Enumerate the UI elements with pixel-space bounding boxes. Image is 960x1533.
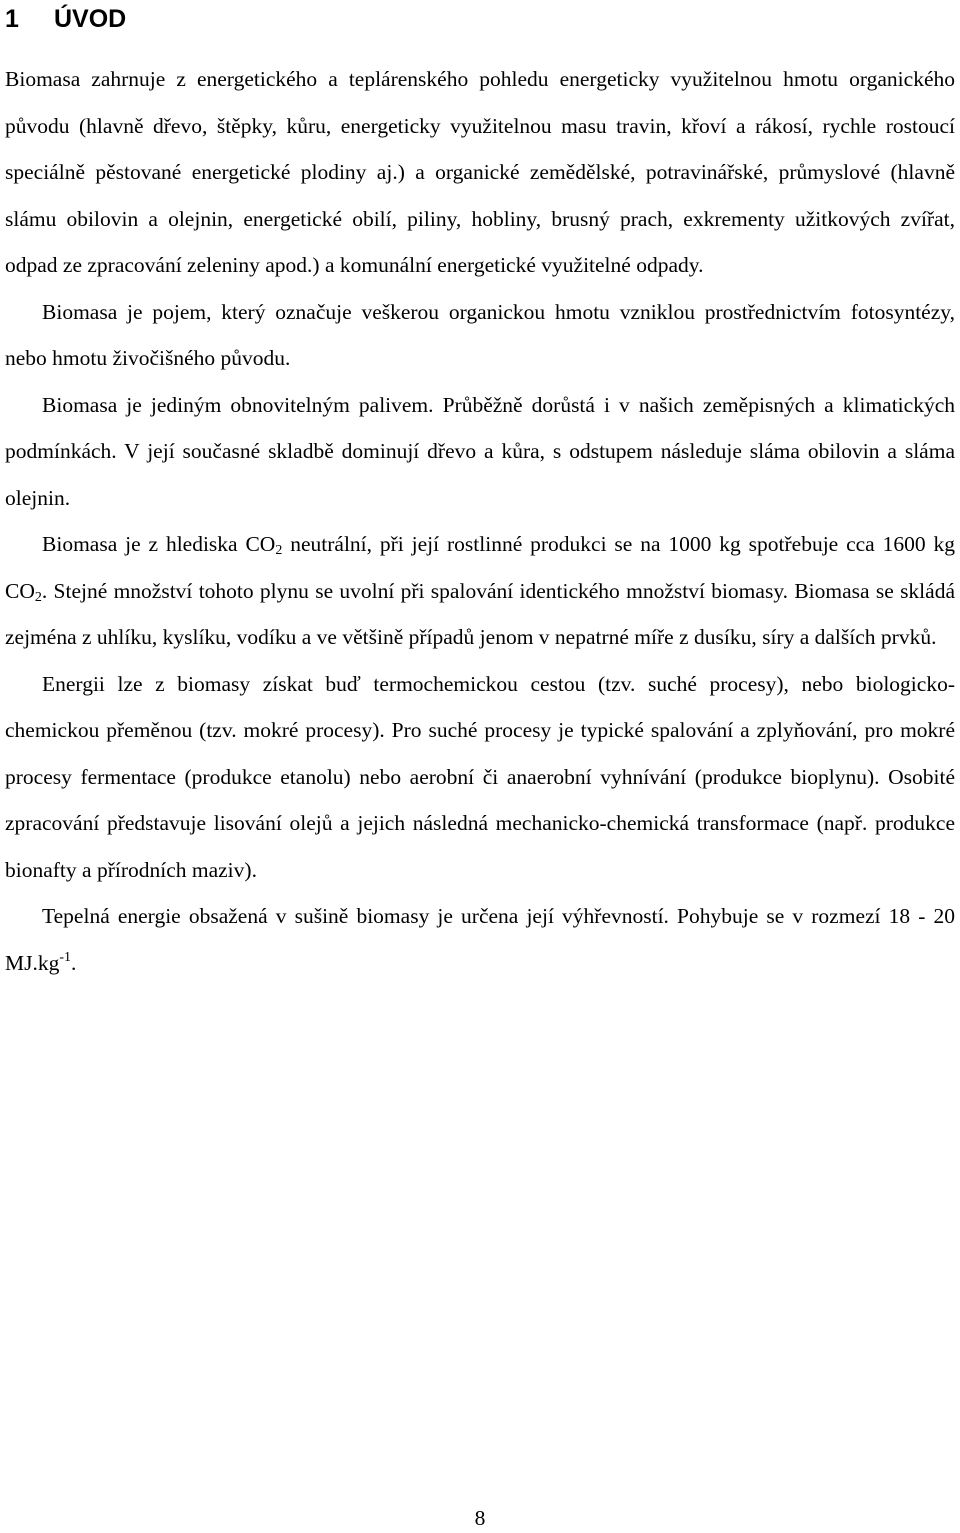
co2-subscript-1: 2 bbox=[275, 543, 283, 558]
page-number: 8 bbox=[474, 1506, 486, 1530]
paragraph-heating-value bbox=[5, 893, 955, 986]
co2-text-part3: . Stejné množství tohoto plynu se uvolní při spalování identického množství biomasy. Biomasa se skládá zejména z uhlíku, kyslíku, vodíku a ve většině případů jenom v nepatrné míře z dusíku, síry a dalších prvků. bbox=[5, 578, 955, 649]
body-text bbox=[5, 56, 955, 986]
heating-text-part1: Tepelná energie obsažená v sušině biomasy je určena její výhřevností. Pohybuje se v rozmezí 18 - 20 MJ.kg bbox=[5, 904, 955, 975]
co2-text-part1: Biomasa je z hlediska CO bbox=[42, 532, 276, 556]
chapter-number: 1 bbox=[5, 5, 19, 33]
paragraph-biomass-concept: Biomasa je pojem, který označuje veškerou organickou hmotu vzniklou prostřednictvím fotosyntézy, nebo hmotu živočišného původu. bbox=[5, 299, 955, 370]
heating-superscript: -1 bbox=[59, 949, 72, 965]
paragraph-co2-neutral bbox=[5, 521, 955, 661]
chapter-title: ÚVOD bbox=[54, 5, 127, 33]
paragraph-biomass-definition: Biomasa zahrnuje z energetického a teplárenského pohledu energeticky využitelnou hmotu organického původu (hlavně dřevo, štěpky, kůru, energeticky využitelnou masu travin, křoví a rákosí, rychle rostoucí speciálně pěstované energetické plodiny aj.) a organické zemědělské, potravinářské, průmyslové (hlavně slámu obilovin a olejnin, energetické obilí, piliny, hobliny, brusný prach, exkrementy užitkových zvířat, odpad ze zpracování zeleniny apod.) a komunální energetické využitelné odpady. bbox=[5, 67, 955, 277]
paragraph-renewable-fuel: Biomasa je jediným obnovitelným palivem. Průběžně dorůstá i v našich zeměpisných a klimatických podmínkách. V její současné skladbě dominují dřevo a kůra, s odstupem následuje sláma obilovin a sláma olejnin. bbox=[5, 392, 955, 510]
chapter-heading bbox=[5, 4, 126, 34]
heating-text-part2: . bbox=[71, 950, 77, 975]
co2-subscript-2: 2 bbox=[34, 589, 42, 605]
paragraph-energy-processes: Energii lze z biomasy získat buď termochemickou cestou (tzv. suché procesy), nebo biologicko-chemickou přeměnou (tzv. mokré procesy). Pro suché procesy je typické spalování a zplyňování, pro mokré procesy fermentace (produkce etanolu) nebo aerobní či anaerobní vyhnívání (produkce bioplynu). Osobité zpracování představuje lisování olejů a jejich následná mechanicko-chemická transformace (např. produkce bionafty a přírodních maziv). bbox=[5, 671, 955, 882]
co2-text-part2: neutrální, při její rostlinné produkci se na 1000 kg spotřebuje cca 1600 kg CO bbox=[5, 532, 955, 603]
